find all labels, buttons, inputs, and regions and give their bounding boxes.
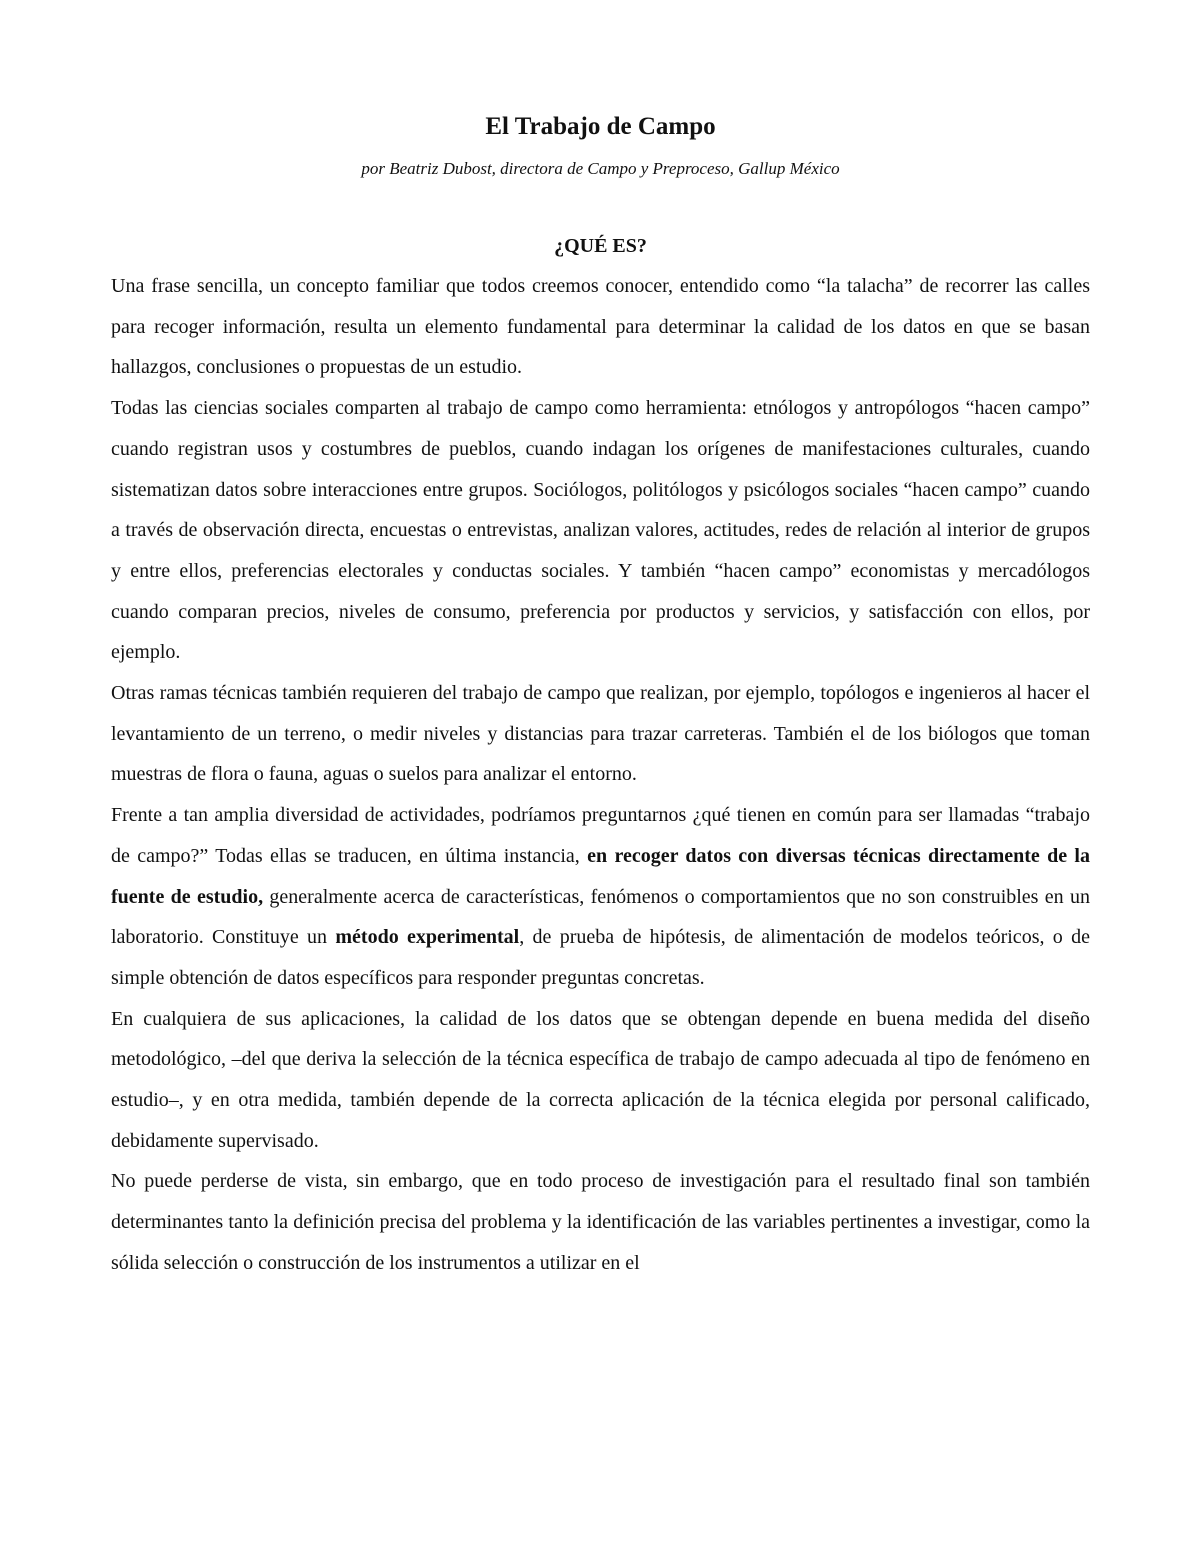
paragraph-5: En cualquiera de sus aplicaciones, la calidad de los datos que se obtengan depende en buena medida del diseño metodológico, –del que deriva la selección de la técnica específica de trabajo de campo adecuada al tipo de fenómeno en estudio–, y en otra medida, también depende de la correcta aplicación de la técnica elegida por personal calificado, debidamente supervisado.	[111, 1007, 1090, 1152]
document-byline: por Beatriz Dubost, directora de Campo y Preproceso, Gallup México	[361, 159, 840, 178]
paragraph-4-bold-1: en recoger datos con diversas técnicas directamente de la fuente de estudio,	[111, 844, 1090, 908]
paragraph-1: Una frase sencilla, un concepto familiar que todos creemos conocer, entendido como “la talacha” de recorrer las calles para recoger información, resulta un elemento fundamental para determinar la calidad de los datos en que se basan hallazgos, conclusiones o propuestas de un estudio.	[111, 275, 1090, 379]
paragraph-4-bold-2: método experimental	[335, 926, 520, 949]
paragraph-3: Otras ramas técnicas también requieren del trabajo de campo que realizan, por ejemplo, topólogos e ingenieros al hacer el levantamiento de un terreno, o medir niveles y distancias para trazar carreteras. También el de los biólogos que toman muestras de flora o fauna, aguas o suelos para analizar el entorno.	[111, 682, 1090, 786]
paragraph-4-text-2: generalmente acerca de características, fenómenos o comportamientos que no son construibles en un laboratorio. Constituye un	[111, 885, 1090, 949]
paragraph-4-text-1: Frente a tan amplia diversidad de actividades, podríamos preguntarnos ¿qué tienen en común para ser llamadas “trabajo de campo?” Todas ellas se traducen, en última instancia,	[111, 804, 1090, 867]
paragraph-4-text-3: , de prueba de hipótesis, de alimentación de modelos teóricos, o de simple obtención de datos específicos para responder preguntas concretas.	[111, 926, 1090, 989]
document-body	[111, 266, 1090, 1284]
paragraph-2: Todas las ciencias sociales comparten al trabajo de campo como herramienta: etnólogos y antropólogos “hacen campo” cuando registran usos y costumbres de pueblos, cuando indagan los orígenes de manifestaciones culturales, cuando sistematizan datos sobre interacciones entre grupos. Sociólogos, politólogos y psicólogos sociales “hacen campo” cuando a través de observación directa, encuestas o entrevistas, analizan valores, actitudes, redes de relación al interior de grupos y entre ellos, preferencias electorales y conductas sociales. Y también “hacen campo” economistas y mercadólogos cuando comparan precios, niveles de consumo, preferencia por productos y servicios, y satisfacción con ellos, por ejemplo.	[111, 397, 1090, 664]
section-heading: ¿QUÉ ES?	[554, 235, 647, 257]
paragraph-6: No puede perderse de vista, sin embargo, que en todo proceso de investigación para el resultado final son también determinantes tanto la definición precisa del problema y la identificación de las variables pertinentes a investigar, como la sólida selección o construcción de los instrumentos a utilizar en el	[111, 1170, 1090, 1274]
paragraph-4	[111, 795, 1090, 999]
document-title: El Trabajo de Campo	[485, 113, 716, 140]
